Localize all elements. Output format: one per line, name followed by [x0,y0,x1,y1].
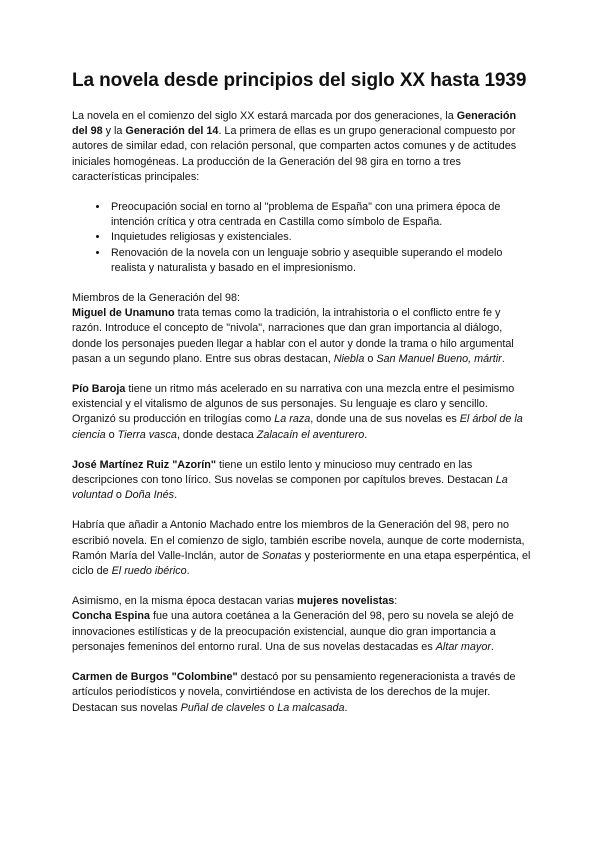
paragraph-text: : [394,595,398,608]
work-title: Puñal de claveles [180,701,266,714]
paragraph-text: fue una autora coetánea a la Generación del 98, pero su novela se alejó de innovaciones estilísticas y de la preocupación existencial, aunque dio gran importancia a personajes femeninos del entorno rural. Una de sus novelas destacadas es [72,610,514,653]
unamuno-paragraph [72,306,532,367]
intro-paragraph [72,109,532,185]
paragraph-text: o [265,701,278,714]
paragraph-text: tiene un ritmo más acelerado en su narrativa con una mezcla entre el pesimismo existencial y el vitalismo de algunos de sus personajes. Su lenguaje es claro y sencillo. Organizó su producción en trilogías como [72,383,515,426]
paragraph-text: destacó por su pensamiento regeneracionista a través de artículos periodísticos y novela, convirtiéndose en activista de los derechos de la mujer. Destacan sus novelas [72,671,516,714]
author-name: José Martínez Ruiz "Azorín" [72,458,217,471]
paragraph-text: Asimismo, en la misma época destacan varias [72,595,298,608]
paragraph-text: Habría que añadir a Antonio Machado entre los miembros de la Generación del 98, pero no escribió novela. En el comienzo de siglo, también escribe novela, aunque de corte modernista, Ramón María del Valle-Inclán, autor de [72,519,525,562]
paragraph-text: . [186,565,190,578]
women-novelists-term: mujeres novelistas [297,595,395,608]
author-name: Carmen de Burgos "Colombine" [72,671,238,684]
work-title: La malcasada [277,701,345,714]
work-title: Zalacaín el aventurero [256,428,365,441]
paragraph-text: trata temas como la tradición, la intrahistoria o el conflicto entre fe y razón. Introduce el concepto de "nivola", narraciones que dan gran importancia al diálogo, donde los personajes pueden llegar a hablar con el autor y donde la trama o hilo argumental pasan a un segundo plano. Entre sus obras destacan, [72,307,514,365]
work-title: Niebla [333,352,365,365]
characteristics-list [72,200,532,276]
paragraph-text: . [344,701,348,714]
espina-paragraph [72,609,532,655]
document-body [72,109,532,716]
baroja-paragraph [72,382,532,443]
paragraph-text: , donde una de sus novelas es [310,413,460,426]
author-name: Concha Espina [72,610,150,623]
work-title: Doña Inés [124,489,175,502]
work-title: El ruedo ibérico [111,565,187,578]
paragraph-text: o [364,352,377,365]
work-title: Tierra vasca [117,428,177,441]
paragraph-text: o [112,489,125,502]
work-title: San Manuel Bueno, mártir [376,352,502,365]
paragraph-text: . [364,428,368,441]
author-name: Miguel de Unamuno [72,307,175,320]
generation-14-term: Generación del 14 [125,125,219,138]
work-title: La voluntad [72,474,508,502]
women-heading [72,594,532,609]
intro-text: . La primera de ellas es un grupo generacional compuesto por autores de similar edad, con relación personal, que comparten actos comunes y de actitudes iniciales homogéneas. La producción de la Generación del 98 gira en torno a tres características principales: [72,125,517,183]
paragraph-text: y posteriormente en una etapa esperpéntica, el ciclo de [72,549,531,578]
list-item: • Preocupación social en torno al "problema de España" con una primera época de intención crítica y otra centrada en Castilla como símbolo de España. [109,200,532,230]
work-title: El árbol de la ciencia [72,413,523,441]
page-title: La novela desde principios del siglo XX hasta 1939 [72,70,527,91]
intro-text: La novela en el comienzo del siglo XX estará marcada por dos generaciones, la [72,110,457,122]
paragraph-text: tiene un estilo lento y minucioso muy centrado en las descripciones con tono lírico. Sus novelas se componen por capítulos breves. Destacan [72,458,496,487]
list-item: • Inquietudes religiosas y existenciales. [109,230,532,245]
paragraph-text: . [490,640,494,653]
paragraph-text: o [105,428,118,441]
paragraph-text: . [501,352,505,365]
machado-paragraph [72,518,532,579]
work-title: La raza [274,413,311,426]
paragraph-text: . [174,489,178,502]
intro-text: y la [102,125,126,138]
generation-98-term: Generación del 98 [72,110,517,138]
work-title: Sonatas [262,549,302,562]
azorin-paragraph [72,458,532,504]
list-item: • Renovación de la novela con un lenguaje sobrio y asequible superando el modelo realista y naturalista y basado en el impresionismo. [109,246,532,276]
paragraph-text: , donde destaca [176,428,257,441]
author-name: Pío Baroja [72,383,126,396]
burgos-paragraph [72,670,532,716]
members-heading: Miembros de la Generación del 98: [72,292,241,305]
work-title: Altar mayor [435,640,491,653]
